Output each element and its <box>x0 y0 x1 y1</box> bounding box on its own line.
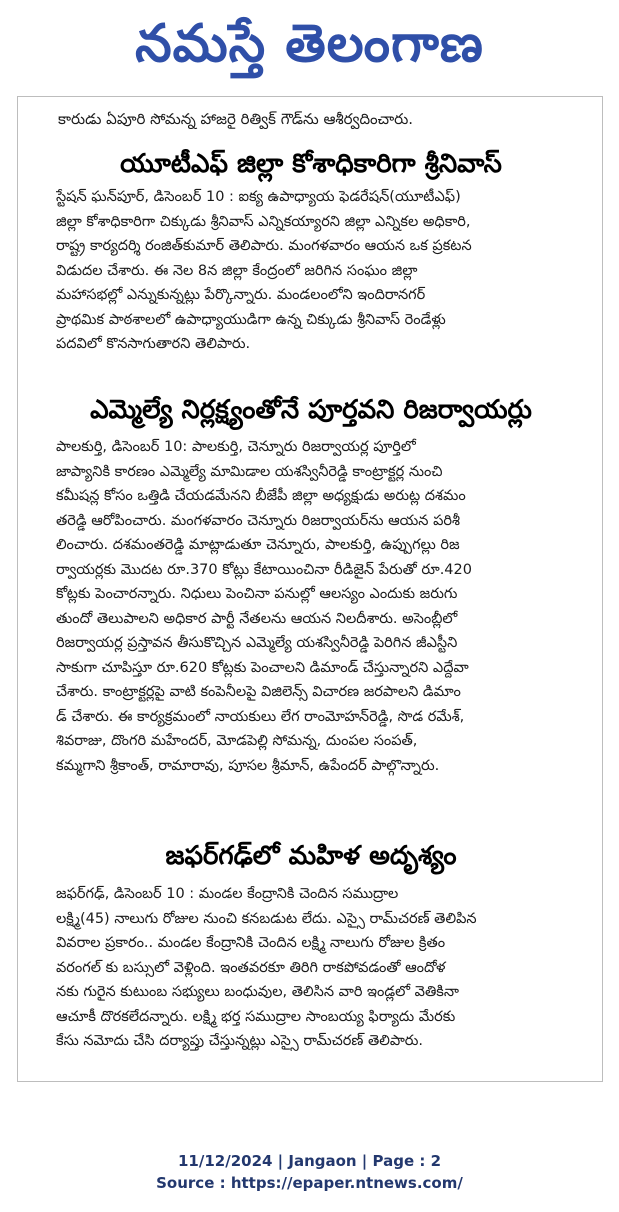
article-line: స్టేషన్ ఘన్‌పూర్, డిసెంబర్ 10 : ఐక్య ఉపాధ్యాయ ఫెడరేషన్(యూటీఎఫ్) <box>56 189 461 205</box>
article-line: మహాసభల్లో ఎన్నుకున్నట్లు పేర్కొన్నారు. మండలంలోని ఇందిరానగర్ <box>56 287 426 303</box>
previous-article-fragment: కారుడు ఏపూరి సోమన్న హాజరై రిత్విక్ గౌడ్‌ను ఆశీర్వదించారు. <box>58 110 414 128</box>
article-line: కోట్లకు పెంచారన్నారు. నిధులు పెంచినా పనుల్లో ఆలస్యం ఎందుకు జరుగు <box>56 586 458 602</box>
article-line: విడుదల చేశారు. ఈ నెల 8న జిల్లా కేంద్రంలో జరిగిన సంఘం జిల్లా <box>56 262 418 279</box>
article-line: పాలకుర్తి, డిసెంబర్ 10: పాలకుర్తి, చెన్నూరు రిజర్వాయర్ల పూర్తిలో <box>56 439 416 455</box>
article-line: రిజర్వాయర్ల ప్రస్తావన తీసుకొచ్చిన ఎమ్మెల్యే యశస్వినీరెడ్డి పెరిగిన జీఎస్టీని <box>56 635 458 651</box>
article-line: శివరాజు, దొంగరి మహేందర్, మోడపెల్లి సోమన్న, దుంపల సంపత్, <box>56 733 418 749</box>
article-1-body <box>56 185 568 357</box>
article-line: కేసు నమోదు చేసి దర్యాప్తు చేస్తున్నట్లు ఎస్సై రామ్‌చరణ్ తెలిపారు. <box>56 1033 424 1049</box>
article-line: లించారు. దశమంతరెడ్డి మాట్లాడుతూ చెన్నూరు, పాలకుర్తి, ఉప్పుగల్లు రిజ <box>56 537 460 553</box>
article-line: తరెడ్డి ఆరోపించారు. మంగళవారం చెన్నూరు రిజర్వాయర్‌ను ఆయన పరిశీ <box>56 512 460 529</box>
article-line: పదవిలో కొనసాగుతారని తెలిపారు. <box>56 336 251 352</box>
footer-date-line: 11/12/2024 | Jangaon | Page : 2 <box>177 1152 442 1170</box>
newspaper-logo: నమస్తే తెలంగాణ <box>135 14 484 74</box>
article-line: చేశారు. కాంట్రాక్టర్లపై వాటి కంపెనీలపై విజిలెన్స్ విచారణ జరపాలని డిమాం <box>56 684 461 700</box>
article-line: నకు గురైన కుటుంబ సభ్యులు బంధువుల, తెలిసిన వారి ఇండ్లలో వెతికినా <box>56 984 459 1000</box>
article-1-headline: యూటీఎఫ్ జిల్లా కోశాధికారిగా శ్రీనివాస్ <box>120 149 502 179</box>
footer-source-line: Source : https://epaper.ntnews.com/ <box>156 1174 463 1192</box>
article-3-body <box>56 882 568 1054</box>
article-line: కమీషన్ల కోసం ఒత్తిడి చేయడమేనని బీజేపీ జిల్లా అధ్యక్షుడు అరుట్ల దశమం <box>56 488 466 504</box>
article-line: వివరాల ప్రకారం.. మండల కేంద్రానికి చెందిన లక్ష్మి నాలుగు రోజుల క్రితం <box>56 935 446 951</box>
article-line: జిల్లా కోశాధికారిగా చిక్కుడు శ్రీనివాస్ ఎన్నికయ్యారని జిల్లా ఎన్నికల అధికారి, <box>56 213 471 230</box>
article-line: డ్ చేశారు. ఈ కార్యక్రమంలో నాయకులు లేగ రాంమోహన్‌రెడ్డి, సొడ రమేశ్, <box>56 708 465 725</box>
article-line: రాష్ట్ర కార్యదర్శి రంజిత్‌కుమార్ తెలిపారు. మంగళవారం ఆయన ఒక ప్రకటన <box>56 238 472 254</box>
article-line: సాకుగా చూపిస్తూ రూ.620 కోట్లకు పెంచాలని డిమాండ్ చేస్తున్నారని ఎద్దేవా <box>56 659 469 676</box>
article-line: ఆచూకీ దొరకలేదన్నారు. లక్ష్మి భర్త సముద్రాల సాంబయ్య ఫిర్యాదు మేరకు <box>56 1008 456 1025</box>
article-line: ర్వాయర్లకు మొదట రూ.370 కోట్లు కేటాయించినా రీడిజైన్ పేరుతో రూ.420 <box>56 561 472 578</box>
news-clipping <box>17 96 603 1082</box>
article-line: జాప్యానికి కారణం ఎమ్మెల్యే మామిడాల యశస్వినీరెడ్డి కాంట్రాక్టర్ల నుంచి <box>56 463 443 480</box>
article-line: లక్ష్మి(45) నాలుగు రోజుల నుంచి కనబడుట లేదు. ఎస్సై రామ్‌చరణ్ తెలిపిన <box>56 910 477 927</box>
article-2-body <box>56 435 568 778</box>
newspaper-masthead <box>0 0 619 90</box>
article-line: తుందో తెలుపాలని అధికార పార్టీ నేతలను ఆయన నిలదీశారు. అసెంబ్లీలో <box>56 610 458 627</box>
article-2-headline: ఎమ్మెల్యే నిర్లక్ష్యంతోనే పూర్తవని రిజర్వాయర్లు <box>90 395 532 425</box>
article-line: వరంగల్ కు బస్సులో వెళ్లింది. ఇంతవరకూ తిరిగి రాకపోవడంతో ఆందోళ <box>56 959 446 976</box>
article-3-headline: జఫర్‌గఢ్‌లో మహిళ అదృశ్యం <box>165 841 457 871</box>
article-line: కమ్మగాని శ్రీకాంత్, రామారావు, పూసల శ్రీమాన్, ఉపేందర్ పాల్గొన్నారు. <box>56 757 440 774</box>
article-line: ప్రాథమిక పాఠశాలలో ఉపాధ్యాయుడిగా ఉన్న చిక్కుడు శ్రీనివాస్ రెండేళ్లు <box>56 311 446 328</box>
article-line: జఫర్‌గఢ్, డిసెంబర్ 10 : మండల కేంద్రానికి చెందిన సముద్రాల <box>56 886 399 902</box>
